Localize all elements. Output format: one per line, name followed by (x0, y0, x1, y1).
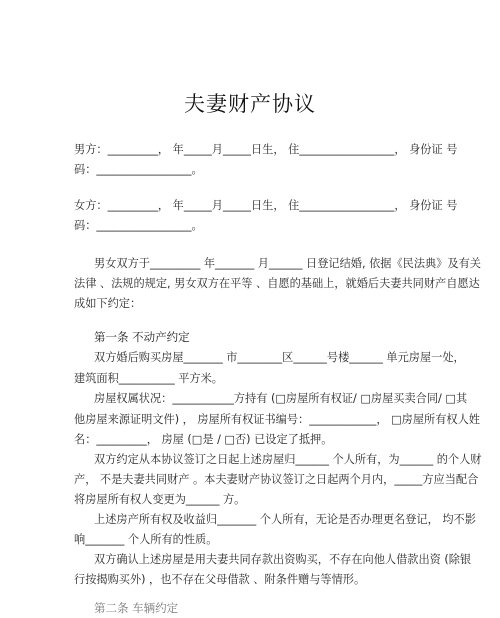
document-title: 夫妻财产协议 (184, 92, 316, 116)
article1-line-7: 产， 不是夫妻共同财产 。本夫妻财产协议签订之日起两个月内，_____方应当配合 (74, 473, 479, 486)
intro-line-2: 法律 、法规的规定, 男女双方在平等 、自愿的基础上，就婚后夫妻共同财产自愿达 (74, 277, 480, 290)
article1-line-3: 房屋权属状况：___________方持有 (□房屋所有权证/ □房屋买卖合同/ □其 (94, 392, 468, 405)
article1-line-10: 响_______ 个人所有的性质。 (74, 533, 218, 546)
intro-line-1: 男女双方于_________ 年_______ 月______ 日登记结婚, 依据《民法典》及有关 (94, 257, 481, 270)
article2-heading: 第二条 车辆约定 (94, 601, 179, 615)
article1-line-1: 双方婚后购买房屋_______ 市________区______号楼______ 单元房屋一处， (94, 351, 465, 364)
article1-line-12: 行按揭购买外) ，也不存在父母借款 、附条件赠与等情形。 (74, 573, 366, 586)
male-party-line-1: 男方：_________， 年_____月_____日生， 住_________________， 身份证 号 (74, 143, 458, 156)
female-party-line-2: 码：_________________。 (74, 219, 203, 232)
article1-line-5: 名：_________， 房屋 (□是 / □否) 已设定了抵押。 (74, 433, 333, 446)
article1-heading: 第一条 不动产约定 (94, 330, 190, 344)
article1-line-11: 双方确认上述房屋是用夫妻共同存款出资购买，不存在向他人借款出资 (除银 (94, 553, 472, 566)
article1-line-2: 建筑面积__________ 平方米。 (74, 372, 223, 385)
intro-line-3: 成如下约定： (74, 297, 142, 310)
article1-line-6: 双方约定从本协议签订之日起上述房屋归______ 个人所有，为______ 的个人财 (94, 453, 482, 466)
article1-line-4: 他房屋来源证明文件) ， 房屋所有权证书编号：____________， □房屋所有权人姓 (74, 413, 480, 426)
male-party-line-2: 码：_________________。 (74, 163, 203, 176)
female-party-line-1: 女方：_________， 年_____月_____日生， 住_________________， 身份证 号 (74, 199, 458, 212)
article1-line-9: 上述房产所有权及收益归_______ 个人所有，无论是否办理更名登记， 均不影 (94, 513, 476, 526)
article1-line-8: 将房屋所有权人变更为______ 方。 (74, 493, 246, 506)
